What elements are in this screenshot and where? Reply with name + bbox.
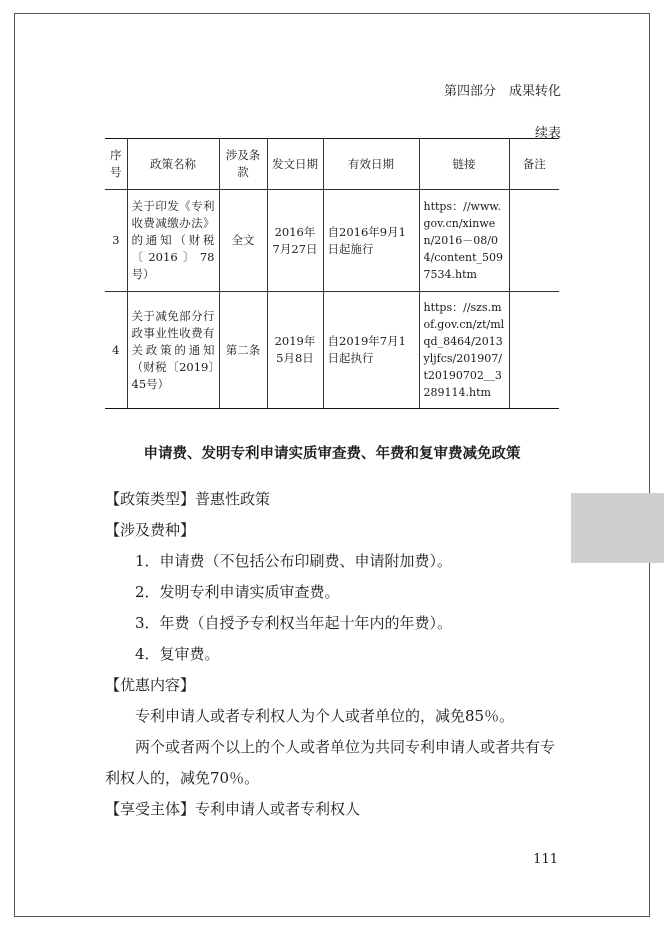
row-policy-name: 关于印发《专利收费减缴办法》的通知（财税〔2016〕78号） — [127, 190, 219, 292]
beneficiary: 【享受主体】专利申请人或者专利权人 — [105, 800, 361, 818]
row-effective-date: 自2016年9月1日起施行 — [323, 190, 419, 292]
fee-label: 【涉及费种】 — [105, 521, 196, 539]
table-header-row — [105, 139, 559, 190]
section-title: 申请费、发明专利申请实质审查费、年费和复审费减免政策 — [143, 446, 521, 462]
fee-item: 3．年费（自授予专利权当年起十年内的年费）。 — [135, 614, 453, 632]
section-thumb-tab — [571, 493, 664, 563]
benefit-label: 【优惠内容】 — [105, 676, 196, 694]
col-header-date: 发文日期 — [267, 139, 323, 190]
row-no: 3 — [105, 190, 127, 292]
row-note — [509, 292, 559, 409]
policy-body — [105, 484, 561, 825]
row-link[interactable]: https：//szs.mof.gov.cn/zt/mlqd_8464/2013yljfcs/201907/t20190702＿3289114.htm — [419, 292, 509, 409]
col-header-name: 政策名称 — [127, 139, 219, 190]
table-row — [105, 292, 559, 409]
col-header-no: 序号 — [105, 139, 127, 190]
running-head: 第四部分 成果转化 — [443, 84, 561, 99]
col-header-effective: 有效日期 — [323, 139, 419, 190]
row-issue-date: 2019年5月8日 — [267, 292, 323, 409]
policy-table — [105, 138, 559, 409]
col-header-link: 链接 — [419, 139, 509, 190]
col-header-note: 备注 — [509, 139, 559, 190]
col-header-clause: 涉及条款 — [219, 139, 267, 190]
row-clause: 全文 — [219, 190, 267, 292]
row-no: 4 — [105, 292, 127, 409]
row-issue-date: 2016年7月27日 — [267, 190, 323, 292]
row-note — [509, 190, 559, 292]
benefit-item: 专利申请人或者专利权人为个人或者单位的，减免85％。 — [135, 707, 515, 725]
fee-item: 2．发明专利申请实质审查费。 — [135, 583, 340, 601]
table-row — [105, 190, 559, 292]
row-effective-date: 自2019年7月1日起执行 — [323, 292, 419, 409]
row-link[interactable]: https：//www.gov.cn/xinwen/2016－08/04/content_5097534.htm — [419, 190, 509, 292]
fee-item: 1．申请费（不包括公布印刷费、申请附加费）。 — [135, 552, 453, 570]
policy-type: 【政策类型】普惠性政策 — [105, 490, 271, 508]
row-clause: 第二条 — [219, 292, 267, 409]
row-policy-name: 关于减免部分行政事业性收费有关政策的通知（财税〔2019〕45号） — [127, 292, 219, 409]
fee-item: 4．复审费。 — [135, 645, 220, 663]
page-number: 111 — [533, 852, 558, 867]
benefit-item: 两个或者两个以上的个人或者单位为共同专利申请人或者共有专利权人的，减免70％。 — [105, 738, 556, 787]
continued-label: 续表 — [534, 126, 561, 141]
